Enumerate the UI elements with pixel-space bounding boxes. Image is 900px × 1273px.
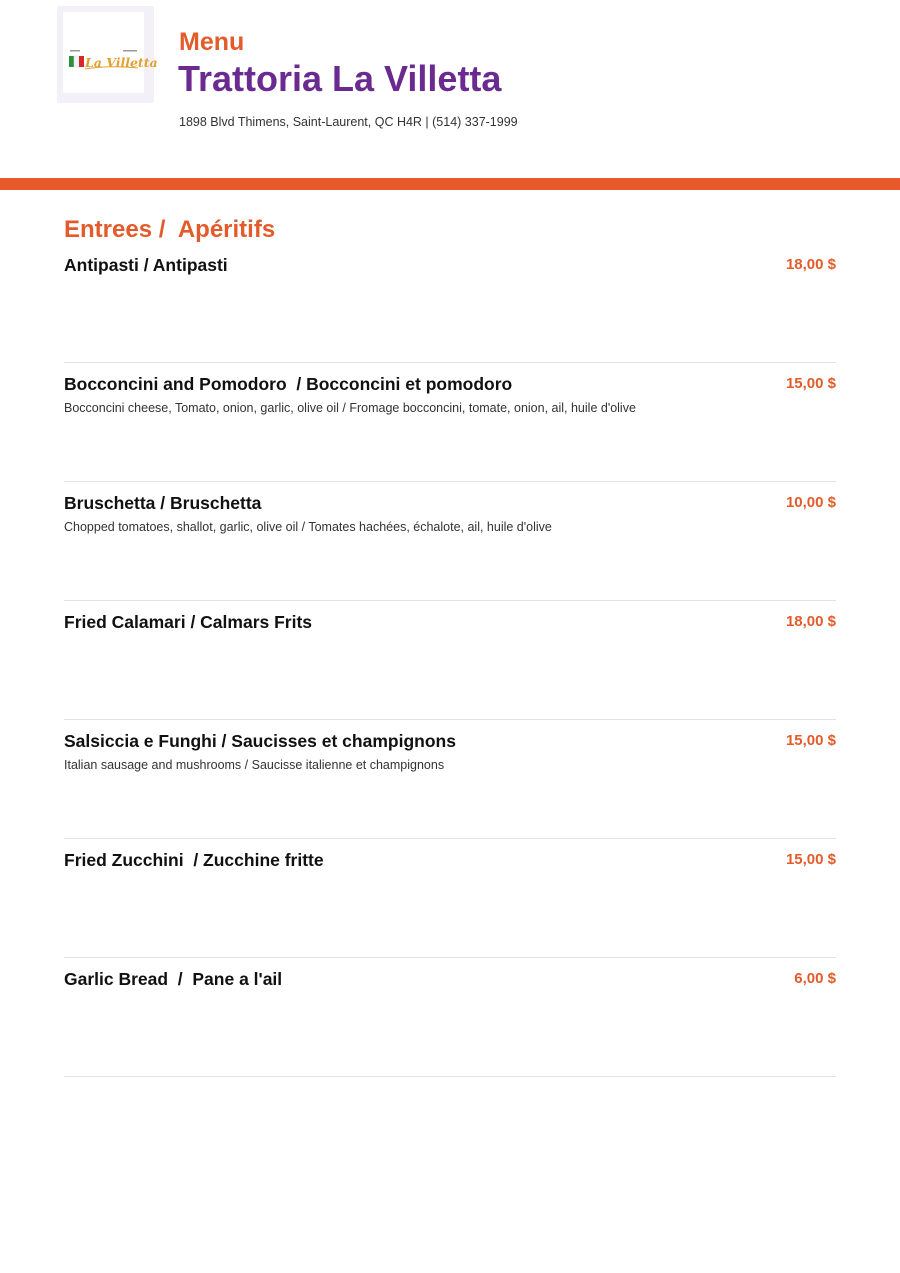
item-description: Chopped tomatoes, shallot, garlic, olive oil / Tomates hachées, échalote, ail, huile d'olive xyxy=(64,520,552,534)
item-price: 18,00 $ xyxy=(785,613,836,630)
item-price: 15,00 $ xyxy=(785,851,836,868)
logo-graphic xyxy=(63,12,158,93)
restaurant-logo xyxy=(57,6,158,103)
restaurant-address: 1898 Blvd Thimens, Saint-Laurent, QC H4R | (514) 337-1999 xyxy=(179,115,518,129)
restaurant-name: Trattoria La Villetta xyxy=(178,58,502,99)
item-price: 18,00 $ xyxy=(785,256,836,273)
item-description: Italian sausage and mushrooms / Saucisse italienne et champignons xyxy=(64,758,445,772)
menu-items-list xyxy=(64,244,836,1077)
menu-item xyxy=(64,720,836,839)
menu-label: Menu xyxy=(179,28,245,56)
section-title: Entrees / Apéritifs xyxy=(64,216,276,243)
item-name: Fried Zucchini / Zucchine fritte xyxy=(64,850,324,870)
menu-item xyxy=(64,482,836,601)
menu-item xyxy=(64,958,836,1077)
logo-image xyxy=(63,12,158,93)
accent-divider xyxy=(0,178,900,190)
item-name: Antipasti / Antipasti xyxy=(64,255,228,275)
menu-item xyxy=(64,601,836,720)
menu-header xyxy=(0,0,900,178)
menu-item xyxy=(64,244,836,363)
menu-item xyxy=(64,363,836,482)
item-price: 10,00 $ xyxy=(785,494,836,511)
item-name: Salsiccia e Funghi / Saucisses et champignons xyxy=(64,731,456,751)
item-price: 15,00 $ xyxy=(785,375,836,392)
item-price: 15,00 $ xyxy=(785,732,836,749)
item-name: Fried Calamari / Calmars Frits xyxy=(64,612,313,632)
item-name: Bruschetta / Bruschetta xyxy=(64,493,262,513)
item-name: Bocconcini and Pomodoro / Bocconcini et pomodoro xyxy=(64,374,513,394)
logo-text: La Villetta xyxy=(85,55,158,70)
item-description: Bocconcini cheese, Tomato, onion, garlic, olive oil / Fromage bocconcini, tomate, onion, ail, huile d'olive xyxy=(64,401,636,415)
menu-item xyxy=(64,839,836,958)
item-name: Garlic Bread / Pane a l'ail xyxy=(64,969,283,989)
item-price: 6,00 $ xyxy=(794,970,836,987)
